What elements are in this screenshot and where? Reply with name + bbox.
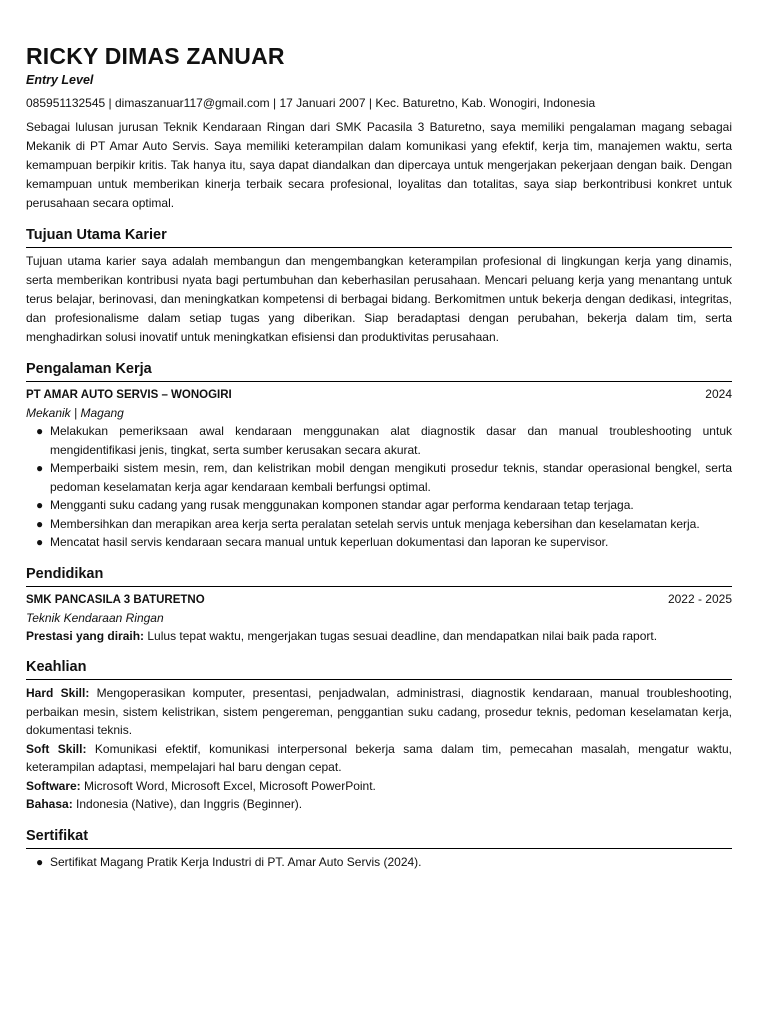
experience-year: 2024: [705, 387, 732, 401]
list-item: [36, 853, 732, 872]
bullet-text: Membersihkan dan merapikan area kerja serta peralatan setelah servis untuk menjaga kebersihan dan keselamatan kerja.: [50, 516, 700, 531]
list-item: [36, 459, 732, 496]
company-name: PT AMAR AUTO SERVIS – WONOGIRI: [26, 389, 232, 401]
software-text: Microsoft Word, Microsoft Excel, Microsoft PowerPoint.: [80, 778, 376, 793]
experience-section: [26, 360, 732, 552]
bullet-icon: ●: [36, 854, 44, 869]
bullet-text: Mencatat hasil servis kendaraan secara manual untuk keperluan dokumentasi dan laporan ke supervisor.: [50, 535, 609, 549]
bullet-icon: ●: [36, 424, 44, 438]
hard-skill-text: Mengoperasikan komputer, presentasi, penjadwalan, administrasi, diagnostik kendaraan, manual troubleshooting, perbaikan mesin, sistem kelistrikan, sistem pengereman, penggantian suku cadang, prosedur teknis, pedoman keselamatan kerja, dokumentasi teknis.: [26, 686, 732, 737]
achievement-text: Lulus tepat waktu, mengerjakan tugas sesuai deadline, dan mendapatkan nilai baik pada raport.: [144, 628, 658, 643]
section-title-experience: Pengalaman Kerja: [26, 360, 732, 382]
soft-skill-label: Soft Skill:: [26, 741, 87, 756]
career-goal-section: [26, 226, 732, 347]
candidate-name: RICKY DIMAS ZANUAR: [26, 43, 285, 69]
experience-header-row: [26, 386, 732, 404]
software-line: [26, 777, 732, 796]
section-title-education: Pendidikan: [26, 565, 732, 587]
profile-summary: Sebagai lulusan jurusan Teknik Kendaraan Ringan dari SMK Pacasila 3 Baturetno, saya memiliki pengalaman magang sebagai Mekanik di PT Amar Auto Servis. Saya memiliki keterampilan dalam komunikasi yang efektif, kerja tim, manajemen waktu, serta kemampuan berpikir kritis. Tak hanya itu, saya dapat diandalkan dan dipercaya untuk mengerjakan pekerjaan dengan baik. Dengan kemampuan untuk memberikan kinerja terbaik secara profesional, loyalitas dan totalitas, saya siap berkontribusi konkret untuk perusahaan secara optimal.: [26, 120, 732, 210]
experience-bullets: [26, 422, 732, 552]
list-item: [36, 422, 732, 459]
bullet-text: Melakukan pemeriksaan awal kendaraan menggunakan alat diagnostik dasar dan manual troubleshooting untuk mengidentifikasi jenis, tingkat, serta sumber kerusakan secara akurat.: [50, 424, 732, 457]
hard-skill-line: [26, 684, 732, 740]
hard-skill-label: Hard Skill:: [26, 686, 90, 700]
education-achievement: [26, 627, 732, 646]
list-item: [36, 515, 732, 534]
education-section: [26, 565, 732, 646]
contact-line: 085951132545 | dimaszanuar117@gmail.com | 17 Januari 2007 | Kec. Baturetno, Kab. Wonogiri, Indonesia: [26, 96, 596, 110]
job-role: Mekanik | Magang: [26, 406, 124, 420]
certificate-text: Sertifikat Magang Pratik Kerja Industri di PT. Amar Auto Servis (2024).: [50, 854, 422, 869]
certificate-list: [26, 853, 732, 872]
certificates-section: [26, 827, 732, 872]
bullet-icon: ●: [36, 498, 44, 512]
career-level: Entry Level: [26, 73, 94, 87]
skills-section: [26, 658, 732, 814]
section-title-certificates: Sertifikat: [26, 827, 732, 849]
language-label: Bahasa:: [26, 797, 73, 811]
bullet-text: Mengganti suku cadang yang rusak menggunakan komponen standar agar performa kendaraan tetap terjaga.: [50, 498, 634, 512]
bullet-icon: ●: [36, 461, 44, 475]
language-text: Indonesia (Native), dan Inggris (Beginner).: [72, 797, 303, 811]
soft-skill-text: Komunikasi efektif, komunikasi interpersonal bekerja sama dalam tim, pemecahan masalah, mengatur waktu, keterampilan adaptasi, mempelajari hal baru dengan cepat.: [26, 741, 733, 774]
bullet-text: Memperbaiki sistem mesin, rem, dan kelistrikan mobil dengan mengikuti prosedur teknis, standar operasional bengkel, serta pedoman keselamatan kerja agar kendaraan kembali berfungsi optimal.: [50, 461, 732, 494]
section-title-skills: Keahlian: [26, 658, 732, 680]
list-item: [36, 496, 732, 515]
soft-skill-line: [26, 740, 732, 777]
bullet-icon: ●: [36, 516, 44, 531]
bullet-icon: ●: [36, 535, 44, 549]
achievement-label: Prestasi yang diraih:: [26, 628, 145, 643]
school-name: SMK PANCASILA 3 BATURETNO: [26, 593, 205, 606]
education-major: Teknik Kendaraan Ringan: [26, 610, 164, 625]
software-label: Software:: [26, 778, 81, 793]
section-title-career-goal: Tujuan Utama Karier: [26, 226, 732, 248]
education-years: 2022 - 2025: [667, 591, 732, 606]
education-header-row: [26, 591, 732, 609]
career-goal-text: Tujuan utama karier saya adalah membangun dan mengembangkan keterampilan profesional di lingkungan kerja yang dinamis, serta memberikan kontribusi nyata bagi pertumbuhan dan keberhasilan perusahaan. Mencari peluang kerja yang menantang untuk terus belajar, berinovasi, dan meningkatkan kompetensi di berbagai bidang. Berkomitmen untuk bekerja dengan dedikasi, integritas, dan profesionalisme dalam setiap tugas yang diberikan. Siap beradaptasi dengan perubahan, bekerja dalam tim, serta menghadirkan solusi inovatif untuk meningkatkan efisiensi dan produktivitas perusahaan.: [26, 254, 732, 344]
list-item: [36, 533, 732, 552]
language-line: [26, 795, 732, 814]
